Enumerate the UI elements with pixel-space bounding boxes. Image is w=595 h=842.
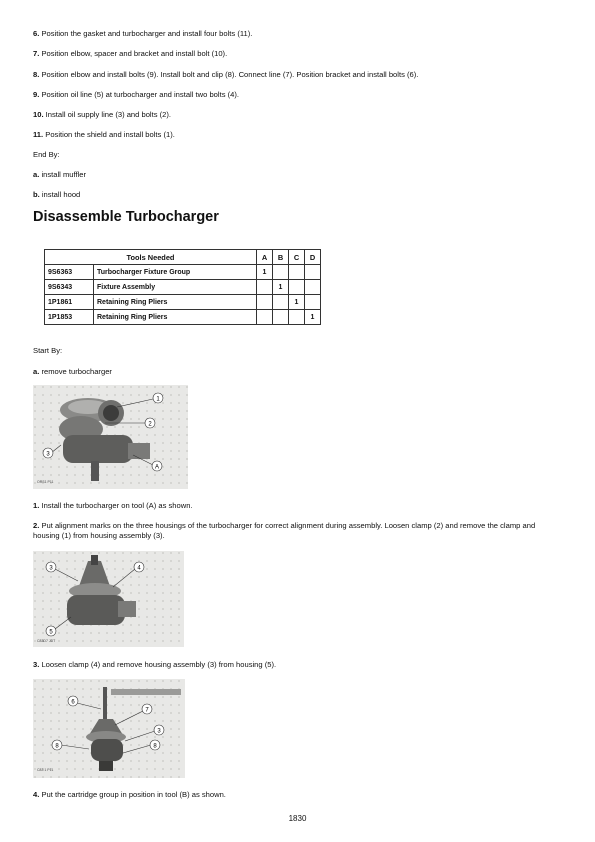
col-c-value: 1 xyxy=(289,295,305,310)
step-text: Install the turbocharger on tool (A) as shown. xyxy=(39,501,193,510)
table-row xyxy=(45,265,321,280)
figure-callout xyxy=(153,393,163,403)
col-d-value xyxy=(305,265,321,280)
callout-label: A xyxy=(154,464,160,471)
col-b-value: 1 xyxy=(273,280,289,295)
step-number: 4. xyxy=(33,790,40,799)
table-row xyxy=(45,295,321,310)
step-text: Position the shield and install bolts (1). xyxy=(43,130,175,139)
step-text: Position elbow, spacer and bracket and install bolt (10). xyxy=(39,49,228,58)
step-number: 1. xyxy=(33,501,40,510)
col-c-value xyxy=(289,310,305,325)
col-b-header: B xyxy=(273,250,289,265)
end-by-label: End By: xyxy=(33,150,60,159)
step-number: 8. xyxy=(33,70,40,79)
figure-caption: C83D7 JDT xyxy=(37,639,56,643)
figure-caption: ORS1 P11 xyxy=(37,480,54,484)
step-text: Install oil supply line (3) and bolts (2). xyxy=(43,110,172,119)
col-c-value xyxy=(289,265,305,280)
col-a-header: A xyxy=(257,250,273,265)
col-d-value xyxy=(305,295,321,310)
step-number: 2. xyxy=(33,521,40,530)
callout-label: 6 xyxy=(71,699,75,706)
item-letter: a. xyxy=(33,170,40,179)
tool-name: Fixture Assembly xyxy=(94,280,257,295)
figure-callout xyxy=(46,626,56,636)
tool-name: Retaining Ring Pliers xyxy=(94,295,257,310)
step-4 xyxy=(33,790,226,800)
figure-callout xyxy=(52,740,62,750)
figure-callout xyxy=(43,448,53,458)
callout-label: 7 xyxy=(145,707,149,714)
start-by-label: Start By: xyxy=(33,346,63,355)
callout-label: 8 xyxy=(153,743,157,750)
section-title: Disassemble Turbocharger xyxy=(33,209,219,225)
figure-callout xyxy=(150,740,160,750)
tool-name: Retaining Ring Pliers xyxy=(94,310,257,325)
step-8 xyxy=(33,70,418,80)
callout-label: 3 xyxy=(49,565,53,572)
figure-callout xyxy=(142,704,152,714)
col-b-value xyxy=(273,310,289,325)
col-b-value xyxy=(273,265,289,280)
item-text: install hood xyxy=(39,190,81,199)
table-row xyxy=(45,310,321,325)
col-a-value xyxy=(257,295,273,310)
part-number: 1P1861 xyxy=(45,295,94,310)
step-3 xyxy=(33,660,276,670)
step-11 xyxy=(33,130,175,140)
col-a-value: 1 xyxy=(257,265,273,280)
item-text: remove turbocharger xyxy=(39,367,112,376)
figure-callout xyxy=(152,461,162,471)
figure-callout xyxy=(134,562,144,572)
tool-name: Turbocharger Fixture Group xyxy=(94,265,257,280)
col-a-value xyxy=(257,280,273,295)
start-by-item-a xyxy=(33,367,112,377)
step-number: 3. xyxy=(33,660,40,669)
turbocharger-on-fixture-photo xyxy=(33,385,188,489)
housing-alignment-photo xyxy=(33,551,184,647)
step-number: 6. xyxy=(33,29,40,38)
callout-label: 1 xyxy=(156,396,160,403)
step-1 xyxy=(33,501,193,511)
photo-illustration xyxy=(33,551,184,647)
part-number: 1P1853 xyxy=(45,310,94,325)
callout-label: 5 xyxy=(49,629,53,636)
step-6 xyxy=(33,29,252,39)
callout-label: 3 xyxy=(46,451,50,458)
col-a-value xyxy=(257,310,273,325)
figure-callout xyxy=(46,562,56,572)
step-number: 7. xyxy=(33,49,40,58)
tools-table xyxy=(44,249,321,325)
callout-label: 3 xyxy=(157,728,161,735)
step-text: Put alignment marks on the three housings of the turbocharger for correct alignment during assembly. Loosen clamp (2) and remove the clamp and housing (1) from housing assembly (3). xyxy=(33,521,536,540)
part-number: 9S6343 xyxy=(45,280,94,295)
col-b-value xyxy=(273,295,289,310)
part-number: 9S6363 xyxy=(45,265,94,280)
table-row xyxy=(45,280,321,295)
item-letter: a. xyxy=(33,367,40,376)
page-number: 1830 xyxy=(288,814,307,823)
step-number: 11. xyxy=(33,130,44,139)
col-d-value: 1 xyxy=(305,310,321,325)
photo-illustration xyxy=(33,385,188,489)
col-c-value xyxy=(289,280,305,295)
callout-label: 4 xyxy=(137,565,141,572)
step-text: Loosen clamp (4) and remove housing assembly (3) from housing (5). xyxy=(39,660,277,669)
item-text: install muffler xyxy=(39,170,87,179)
step-text: Position the gasket and turbocharger and install four bolts (11). xyxy=(39,29,253,38)
item-letter: b. xyxy=(33,190,40,199)
step-text: Put the cartridge group in position in tool (B) as shown. xyxy=(39,790,226,799)
figure-callout xyxy=(145,418,155,428)
cartridge-removal-photo xyxy=(33,679,185,778)
tools-needed-header: Tools Needed xyxy=(45,250,257,265)
col-d-value xyxy=(305,280,321,295)
photo-illustration xyxy=(33,679,185,778)
step-10 xyxy=(33,110,171,120)
figure-callout xyxy=(154,725,164,735)
figure-callout xyxy=(68,696,78,706)
step-number: 9. xyxy=(33,90,40,99)
step-text: Position oil line (5) at turbocharger and install two bolts (4). xyxy=(39,90,239,99)
step-7 xyxy=(33,49,227,59)
step-9 xyxy=(33,90,239,100)
tools-table-header xyxy=(45,250,321,265)
figure-caption: C83 1 P11 xyxy=(37,768,54,772)
end-by-item-b xyxy=(33,190,80,200)
step-number: 10. xyxy=(33,110,44,119)
col-c-header: C xyxy=(289,250,305,265)
callout-label: 8 xyxy=(55,743,59,750)
step-2 xyxy=(33,521,553,541)
step-text: Position elbow and install bolts (9). Install bolt and clip (8). Connect line (7). Position bracket and install bolts (6). xyxy=(39,70,419,79)
col-d-header: D xyxy=(305,250,321,265)
callout-label: 2 xyxy=(148,421,152,428)
end-by-item-a xyxy=(33,170,86,180)
